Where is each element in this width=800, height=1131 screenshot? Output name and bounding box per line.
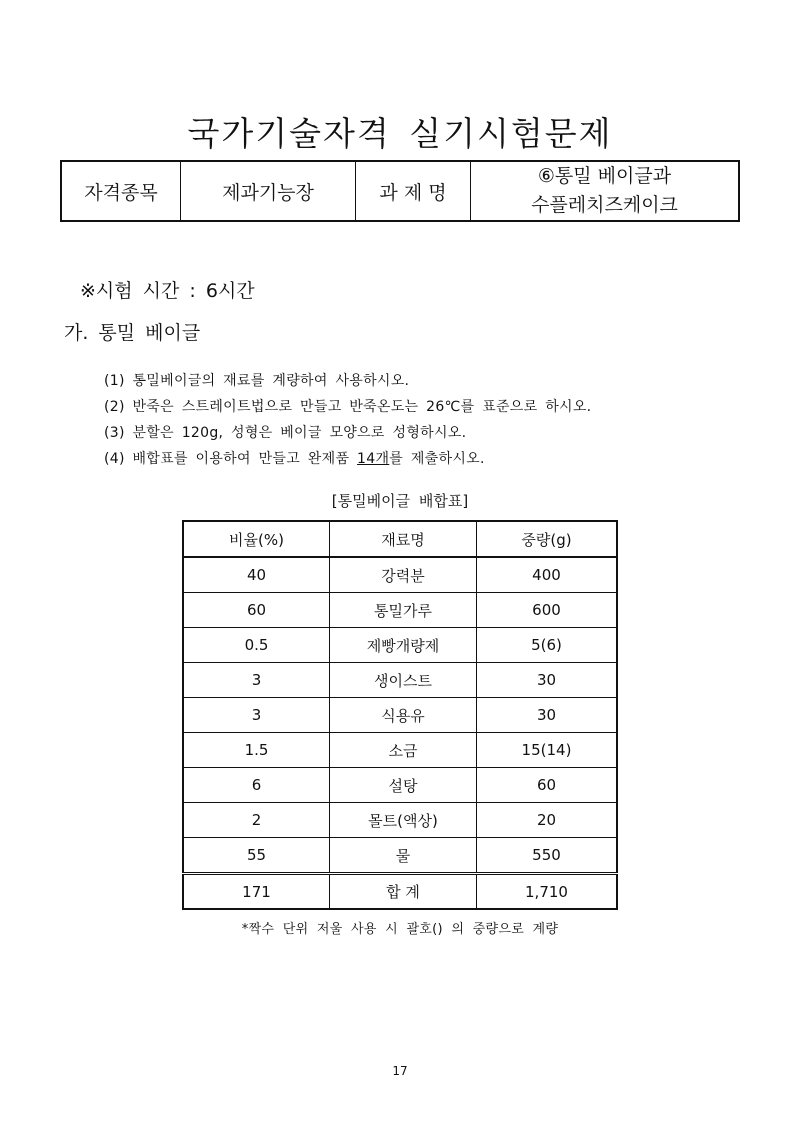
table-row	[183, 733, 617, 768]
ratio-cell: 2	[183, 803, 330, 838]
instruction-item-4-end: 를 제출하시오.	[389, 451, 485, 467]
ratio-cell: 0.5	[183, 628, 330, 663]
weight-cell: 20	[477, 803, 618, 838]
ratio-cell: 60	[183, 593, 330, 628]
page-title: 국가기술자격 실기시험문제	[187, 114, 613, 153]
ratio-cell: 3	[183, 698, 330, 733]
weight-cell: 600	[477, 593, 618, 628]
weight-cell: 550	[477, 838, 618, 874]
instruction-item-4-quantity: 14개	[357, 451, 390, 467]
page-number: 17	[392, 1064, 408, 1078]
recipe-title: [통밀베이글 배합표]	[331, 492, 469, 510]
ratio-cell: 40	[183, 557, 330, 593]
ingredient-cell: 소금	[330, 733, 477, 768]
instruction-item-3: (3) 분할은 120g, 성형은 베이글 모양으로 성형하시오.	[104, 425, 467, 441]
exam-time: ※시험 시간 : 6시간	[80, 280, 255, 302]
instruction-item-4-start: (4) 배합표를 이용하여 만들고 완제품	[104, 451, 358, 467]
task-value-line1: ⑥통밀 베이글과	[537, 165, 672, 187]
ingredient-cell: 몰트(액상)	[330, 803, 477, 838]
task-value-line2: 수플레치즈케이크	[531, 194, 678, 216]
table-row	[183, 663, 617, 698]
scale-note: *짝수 단위 저울 사용 시 괄호() 의 중량으로 계량	[241, 922, 559, 937]
qualification-label: 자격종목	[61, 161, 181, 221]
weight-cell: 5(6)	[477, 628, 618, 663]
table-row	[183, 838, 617, 874]
ingredient-cell: 통밀가루	[330, 593, 477, 628]
weight-cell: 15(14)	[477, 733, 618, 768]
instruction-item-4	[104, 446, 591, 472]
ingredient-cell: 강력분	[330, 557, 477, 593]
ratio-cell: 6	[183, 768, 330, 803]
ratio-cell: 1.5	[183, 733, 330, 768]
table-row	[183, 628, 617, 663]
table-row	[183, 593, 617, 628]
instructions-list	[104, 368, 591, 472]
weight-cell: 30	[477, 663, 618, 698]
ingredient-cell: 물	[330, 838, 477, 874]
qualification-value: 제과기능장	[181, 161, 356, 221]
section-title: 가. 통밀 베이글	[64, 322, 201, 344]
ingredient-cell: 제빵개량제	[330, 628, 477, 663]
column-header-ratio: 비율(%)	[183, 521, 330, 557]
column-header-ingredient: 재료명	[330, 521, 477, 557]
table-row	[183, 803, 617, 838]
weight-cell: 60	[477, 768, 618, 803]
weight-cell: 400	[477, 557, 618, 593]
ratio-cell: 55	[183, 838, 330, 874]
instruction-item-2: (2) 반죽은 스트레이트법으로 만들고 반죽온도는 26℃를 표준으로 하시오.	[104, 399, 592, 415]
table-row	[183, 557, 617, 593]
ingredient-cell: 식용유	[330, 698, 477, 733]
task-value	[471, 161, 740, 221]
ingredient-cell: 생이스트	[330, 663, 477, 698]
instruction-item-1: (1) 통밀베이글의 재료를 계량하여 사용하시오.	[104, 373, 410, 389]
column-header-weight: 중량(g)	[477, 521, 618, 557]
total-label-cell: 합 계	[330, 874, 477, 910]
total-row	[183, 874, 617, 910]
weight-cell: 30	[477, 698, 618, 733]
exam-info-table	[60, 160, 740, 222]
table-row	[183, 768, 617, 803]
total-ratio-cell: 171	[183, 874, 330, 910]
task-label: 과 제 명	[356, 161, 471, 221]
total-weight-cell: 1,710	[477, 874, 618, 910]
recipe-table	[182, 520, 618, 910]
ratio-cell: 3	[183, 663, 330, 698]
table-row	[183, 698, 617, 733]
ingredient-cell: 설탕	[330, 768, 477, 803]
